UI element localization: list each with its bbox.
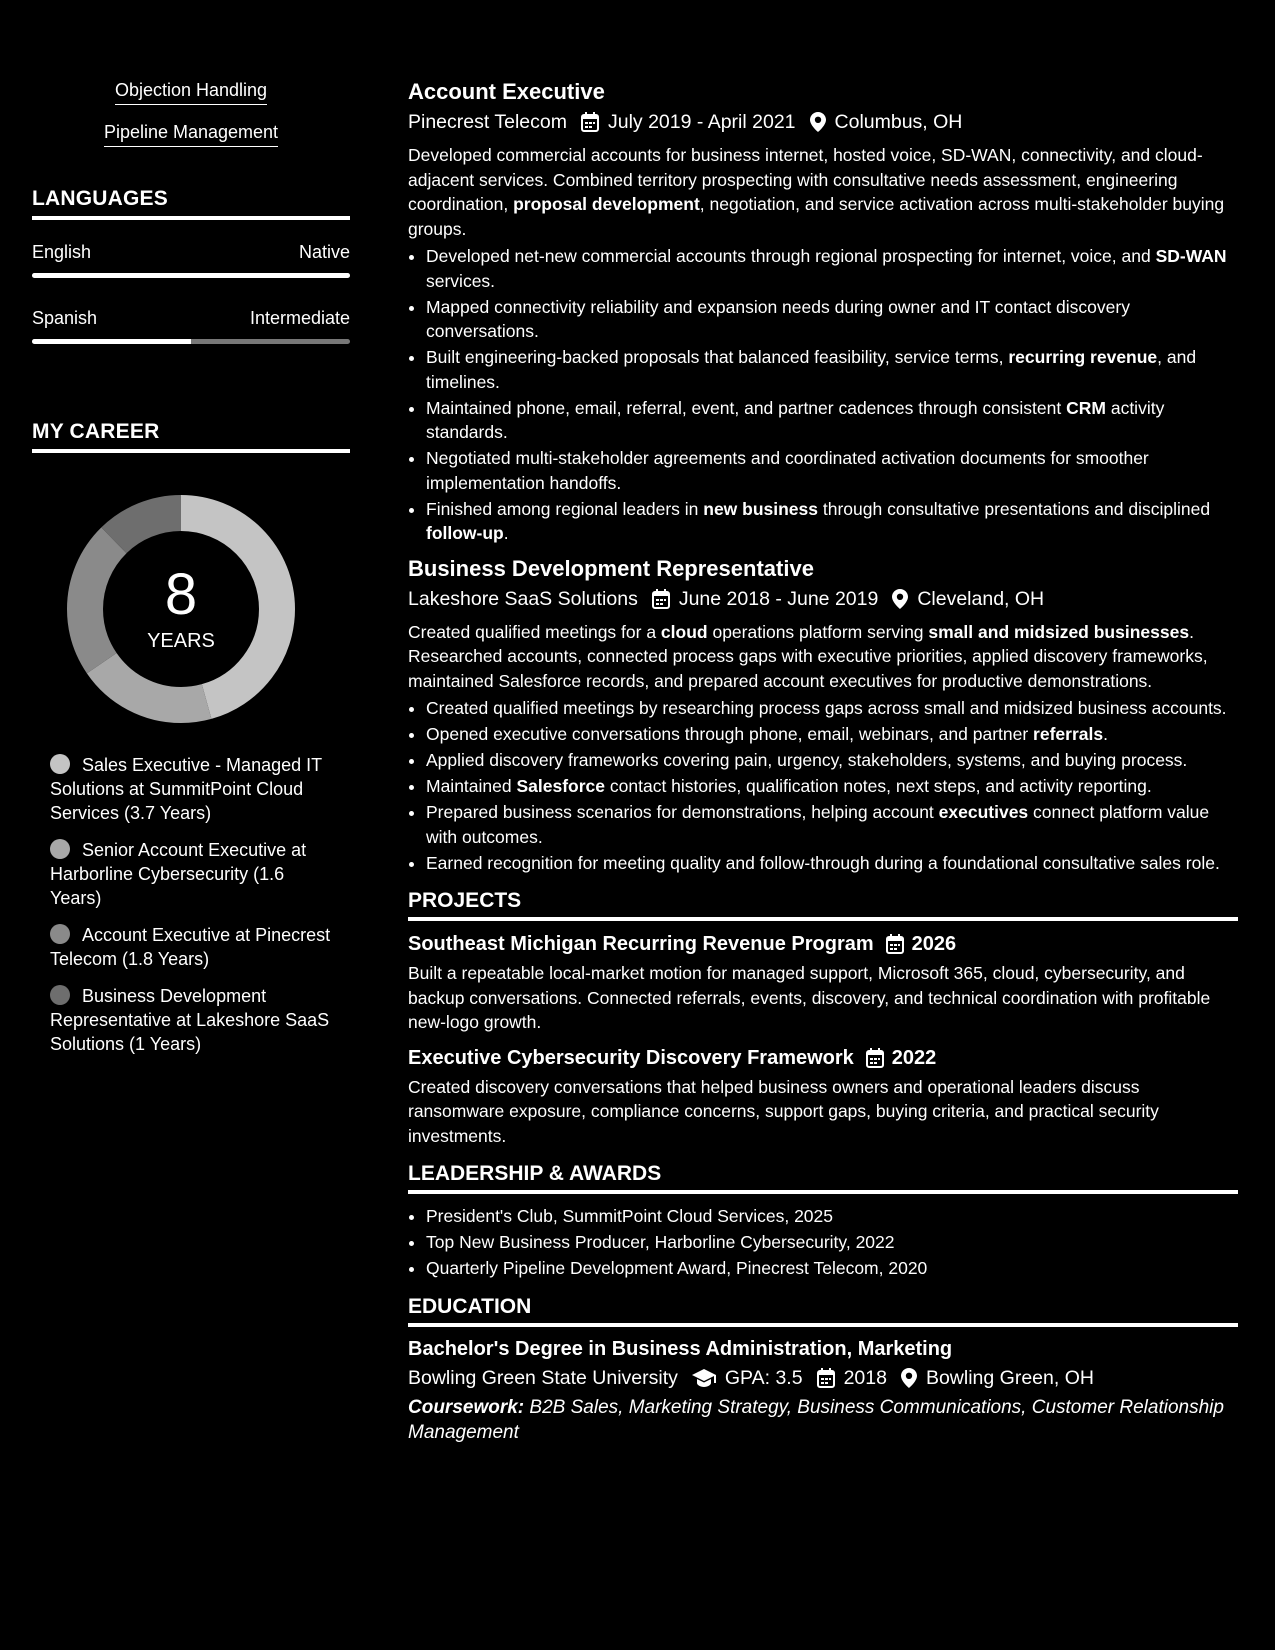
job-bullet: • Finished among regional leaders in new business through consultative presentations and disciplined follow-up. [426,497,1238,546]
career-legend-item: Account Executive at Pinecrest Telecom (1.8 Years) [50,925,331,969]
language-level: Native [298,242,350,262]
job-bullet: • Earned recognition for meeting quality and follow-through during a foundational consultative sales role. [426,851,1238,876]
legend-dot [50,924,70,944]
job-bullets [408,244,1238,546]
school-name: Bowling Green State University [408,1366,678,1389]
job-location: Cleveland, OH [917,587,1045,610]
graduation-cap-icon [692,1369,716,1387]
project-title: Southeast Michigan Recurring Revenue Program [408,933,874,955]
calendar-icon [817,1368,835,1388]
calendar-icon [886,934,904,954]
job-meta [408,586,1238,612]
job-bullet: • Maintained Salesforce contact histories, qualification notes, next steps, and activity reporting. [426,774,1238,799]
job-location: Columbus, OH [834,111,963,133]
legend-dot [50,985,70,1005]
job-bullet: • Maintained phone, email, referral, event, and partner cadences through consistent CRM activity standards. [426,396,1238,445]
career-legend [50,753,340,1056]
left-column [32,80,350,1069]
right-column [408,78,1238,1445]
job-entry [408,555,1238,876]
job-bullets [408,696,1238,875]
legend-dot [50,839,70,859]
career-legend-item: Sales Executive - Managed IT Solutions at SummitPoint Cloud Services (3.7 Years) [50,755,322,823]
career-years-unit: YEARS [147,629,215,652]
language-english [32,242,350,278]
job-entry [408,78,1238,546]
job-bullet: • Developed net-new commercial accounts through regional prospecting for internet, voice, and SD-WAN services. [426,244,1238,293]
career-heading: MY CAREER [32,420,350,453]
coursework-label: Coursework: [408,1396,525,1418]
job-dates: June 2018 - June 2019 [678,587,879,610]
company-name: Lakeshore SaaS Solutions [408,587,638,610]
project-entry [408,1045,1238,1149]
language-bar-fill [32,339,191,344]
location-pin-icon [892,589,908,609]
coursework [408,1395,1238,1445]
location-pin-icon [901,1368,917,1388]
language-name: English [32,242,92,262]
skill-item: Pipeline Management [32,122,350,147]
career-legend-item: Senior Account Executive at Harborline Cybersecurity (1.6 Years) [50,840,307,908]
job-bullet: • Created qualified meetings by researching process gaps across small and midsized business accounts. [426,696,1238,721]
language-spanish [32,308,350,344]
calendar-icon [581,112,599,132]
degree-title: Bachelor's Degree in Business Administration, Marketing [408,1337,953,1360]
job-title: Business Development Representative [408,555,814,581]
awards-heading: LEADERSHIP & AWARDS [408,1162,1238,1194]
calendar-icon [652,589,670,609]
language-bar [32,339,350,344]
graduation-year: 2018 [843,1366,887,1389]
project-description: Created discovery conversations that helped business owners and operational leaders discuss ransomware exposure, compliance concerns, support gaps, buying criteria, and practical security investments. [408,1076,1159,1146]
location-pin-icon [810,112,826,132]
projects-heading: PROJECTS [408,889,1238,921]
job-bullet: • Built engineering-backed proposals that balanced feasibility, service terms, recurring revenue, and timelines. [426,345,1238,394]
language-bar-fill [32,273,350,278]
skill-item: Objection Handling [32,80,350,105]
project-description: Built a repeatable local-market motion for managed support, Microsoft 365, cloud, cybersecurity, and backup conversations. Connected referrals, events, discovery, and technical coordination with profitable new-logo growth. [408,963,1211,1032]
project-title: Executive Cybersecurity Discovery Framework [408,1046,854,1069]
coursework-list: B2B Sales, Marketing Strategy, Business Communications, Customer Relationship Management [408,1396,1224,1443]
legend-dot [50,754,70,774]
language-level: Intermediate [249,308,350,328]
project-year: 2022 [891,1046,937,1069]
project-entry [408,931,1238,1035]
job-bullet: • Applied discovery frameworks covering pain, urgency, stakeholders, systems, and buying process. [426,748,1238,773]
award-item: • President's Club, SummitPoint Cloud Services, 2025 [426,1204,1238,1229]
school-location: Bowling Green, OH [925,1366,1094,1389]
company-name: Pinecrest Telecom [408,111,567,133]
language-bar [32,273,350,278]
award-item: • Quarterly Pipeline Development Award, Pinecrest Telecom, 2020 [426,1256,1238,1281]
job-dates: July 2019 - April 2021 [607,111,796,133]
career-legend-item: Business Development Representative at Lakeshore SaaS Solutions (1 Years) [50,986,330,1054]
project-year: 2026 [911,933,957,955]
job-bullet: • Prepared business scenarios for demonstrations, helping account executives connect platform value with outcomes. [426,800,1238,849]
calendar-icon [866,1048,884,1068]
career-years-total: 8 [164,561,198,627]
career-donut-chart [65,493,297,725]
gpa: GPA: 3.5 [724,1366,803,1389]
job-bullet: • Mapped connectivity reliability and expansion needs during owner and IT contact discovery conversations. [426,295,1238,344]
languages-heading: LANGUAGES [32,187,350,220]
education-meta [408,1365,1238,1391]
job-meta [408,109,1238,135]
awards-list [408,1204,1238,1281]
education-heading: EDUCATION [408,1295,1238,1327]
job-bullet: • Negotiated multi-stakeholder agreements and coordinated activation documents for smoother implementation handoffs. [426,446,1238,495]
job-bullet: • Opened executive conversations through phone, email, webinars, and partner referrals. [426,722,1238,747]
job-description: Created qualified meetings for a cloud operations platform serving small and midsized businesses. Researched accounts, connected process gaps with executive priorities, applied discovery frameworks, maintained Salesforce records, and prepared account executives for productive demonstrations. [408,621,1208,691]
language-name: Spanish [32,308,98,328]
job-description: Developed commercial accounts for business internet, hosted voice, SD-WAN, connectivity, and cloud-adjacent services. Combined territory prospecting with consultative needs assessment, engineering coordination, proposal development, negotiation, and service activation across multi-stakeholder buying groups. [408,145,1225,239]
award-item: • Top New Business Producer, Harborline Cybersecurity, 2022 [426,1230,1238,1255]
job-title: Account Executive [408,79,605,104]
